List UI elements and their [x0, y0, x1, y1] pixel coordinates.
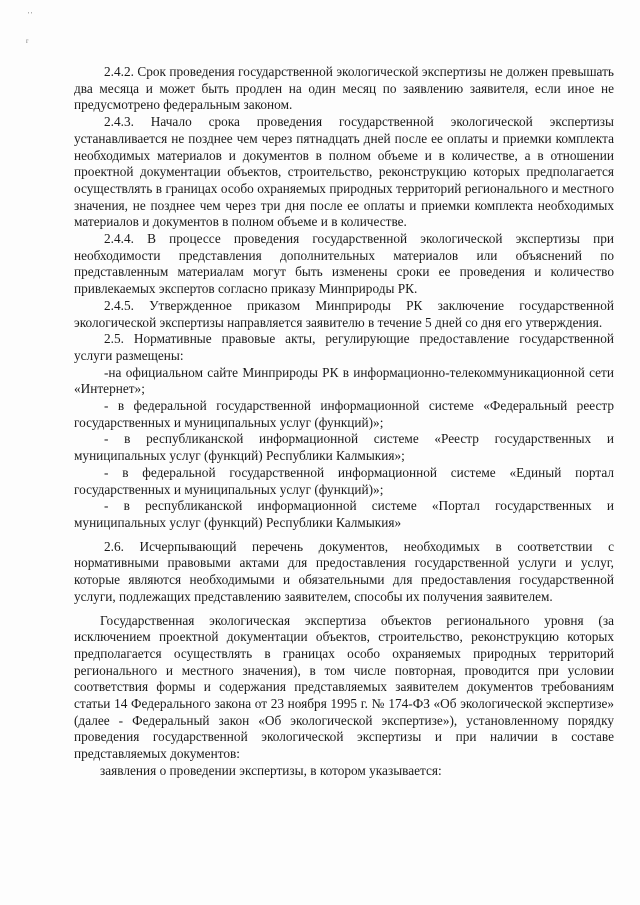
list-item: - в федеральной государственной информационной системе «Федеральный реестр государственных и муниципальных услуг (функций)»;: [74, 398, 614, 430]
list-item: -на официальном сайте Минприроды РК в информационно-телекоммуникационной сети «Интернет»;: [74, 364, 614, 397]
paragraph-2-6: 2.6. Исчерпывающий перечень документов, необходимых в соответствии с нормативными правовыми актами для предоставления государственной услуги и услуг, которые являются необходимыми и обязательными для предоставления государственной услуги, подлежащих представлению заявителем, способы их получения заявителем.: [74, 538, 614, 604]
margin-mark: r: [26, 37, 29, 45]
paragraph-application: заявления о проведении экспертизы, в котором указывается:: [100, 762, 442, 778]
paragraph-2-5: 2.5. Нормативные правовые акты, регулирующие предоставление государственной услуги размещены:: [74, 331, 614, 363]
paragraph-2-4-3: 2.4.3. Начало срока проведения государственной экологической экспертизы устанавливается не позднее чем через пятнадцать дней после ее оплаты и приемки комплекта необходимых материалов и документов в полном объеме и в количестве, а в отношении проектной документации объектов, строительство, реконструкцию которых предполагается осуществлять в границах особо охраняемых природных территорий регионального и местного значения, не позднее чем через три дня после ее оплаты и приемки комплекта необходимых материалов и документов в полном объеме и в количестве.: [74, 114, 614, 230]
list-item: - в республиканской информационной системе «Реестр государственных и муниципальных услуг (функций) Республики Калмыкия»;: [74, 431, 614, 464]
document-body: [74, 64, 614, 780]
paragraph-expertise-conditions: Государственная экологическая экспертиза объектов регионального уровня (за исключением проектной документации объектов, строительство, реконструкцию которых предполагается осуществлять в границах особо охраняемых природных территорий регионального и местного значения), в том числе повторная, проводится при условии соответствия формы и содержания представляемых заявителем документов требованиям статьи 14 Федерального закона от 23 ноября 1995 г. № 174-ФЗ «Об экологической экспертизе» (далее - Федеральный закон «Об экологической экспертизе»), установленному порядку проведения государственной экологической экспертизы и при наличии в составе представляемых документов:: [74, 612, 614, 762]
paragraph-2-4-4: 2.4.4. В процессе проведения государственной экологической экспертизы при необходимости представления дополнительных материалов или объяснений по представленным материалам могут быть изменены сроки ее проведения и количество привлекаемых экспертов согласно приказу Минприроды РК.: [74, 231, 614, 297]
paragraph-2-4-5: 2.4.5. Утвержденное приказом Минприроды РК заключение государственной экологической экспертизы направляется заявителю в течение 5 дней со дня его утверждения.: [74, 297, 614, 330]
list-item: - в федеральной государственной информационной системе «Единый портал государственных и муниципальных услуг (функций)»;: [74, 464, 614, 497]
list-item: - в республиканской информационной системе «Портал государственных и муниципальных услуг (функций) Республики Калмыкия»: [74, 498, 614, 530]
margin-mark: ' ': [28, 11, 33, 19]
paragraph-2-4-2: 2.4.2. Срок проведения государственной экологической экспертизы не должен превышать два месяца и может быть продлен на один месяц по заявлению заявителя, если иное не предусмотрено федеральным законом.: [74, 64, 614, 113]
